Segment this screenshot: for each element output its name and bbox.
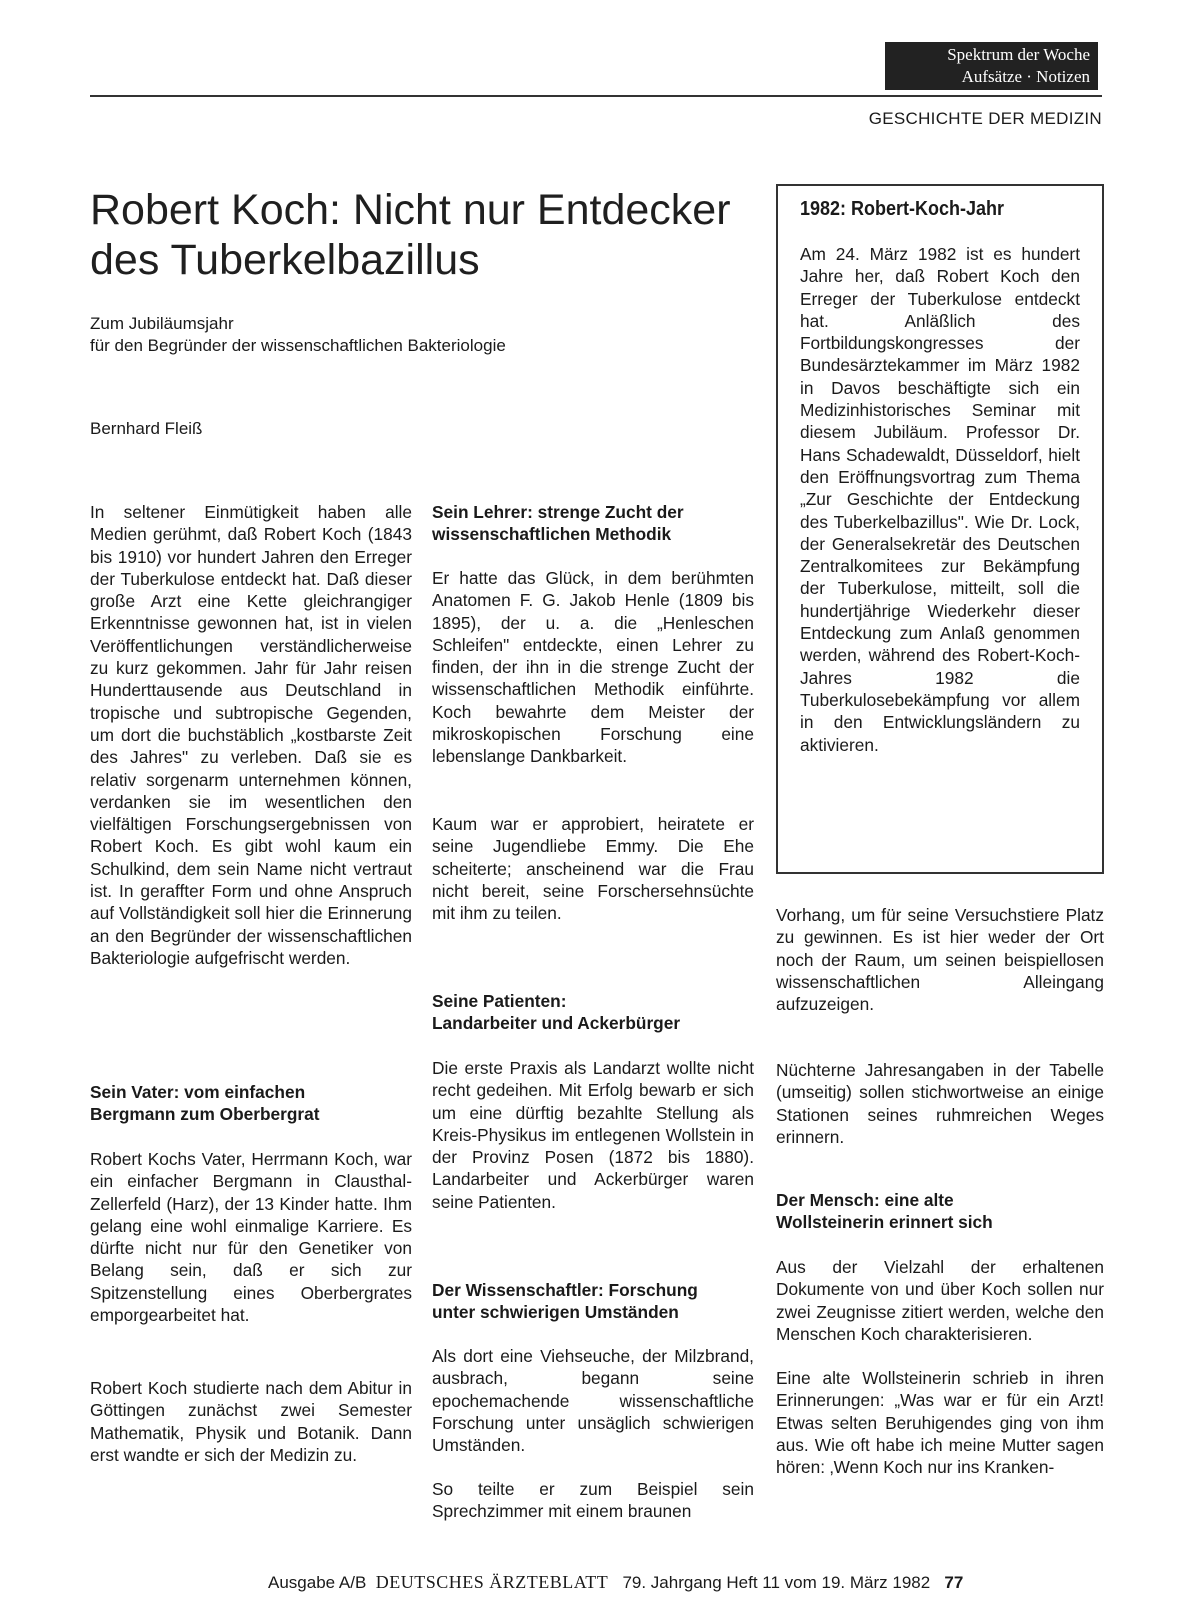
col2-heading-3-line2: unter schwierigen Umständen (432, 1302, 679, 1323)
article-subtitle (90, 313, 690, 357)
col2-heading-2-line1: Seine Patienten: (432, 991, 567, 1011)
page-footer (268, 1572, 1108, 1593)
col2-block-2 (432, 813, 754, 924)
col3-paragraph-1: Vorhang, um für seine Versuchstiere Platz zu gewinnen. Es ist hier weder der Ort noch der Raum, um seinen beispiellosen wissenschaftlichen Alleingang aufzuzeigen. (776, 905, 1104, 1015)
col1-paragraph-3: Robert Koch studierte nach dem Abitur in Göttingen zunächst zwei Semester Mathematik, Physik und Botanik. Dann erst wandte er sich der Medizin zu. (90, 1378, 412, 1465)
col1-heading-1 (90, 1081, 412, 1126)
col2-block-5 (432, 1478, 754, 1523)
col3-block-2 (776, 1059, 1104, 1148)
footer-issue: 79. Jahrgang Heft 11 vom 19. März 1982 (622, 1573, 931, 1592)
section-tag-box (885, 42, 1098, 90)
col2-heading-3-line1: Der Wissenschaftler: Forschung (432, 1280, 698, 1300)
col1-heading-1-line2: Bergmann zum Oberbergrat (90, 1104, 320, 1125)
sidebar-box (776, 184, 1104, 874)
col2-heading-1 (432, 501, 754, 546)
col3-heading-1-line2: Wollsteinerin erinnert sich (776, 1212, 993, 1233)
col2-paragraph-1: Er hatte das Glück, in dem berühmten Anatomen F. G. Jakob Henle (1809 bis 1895), der u. a. die „Henleschen Schleifen" entdeckte, einen Lehrer zu finden, der ihn in die strenge Zucht der wissenschaftlichen Methodik einführte. Koch bewahrte dem Meister der mikroskopischen Forschung eine lebenslange Dankbarkeit. (432, 568, 754, 767)
header-rule (90, 95, 1102, 97)
sidebar-box-text: Am 24. März 1982 ist es hundert Jahre her, daß Robert Koch den Erreger der Tuberkulose entdeckt hat. Anläßlich des Fortbildungskongresses der Bundesärztekammer im März 1982 in Davos beschäftigte sich ein Medizinhistorisches Seminar mit diesem Jubiläum. Professor Dr. Hans Schadewaldt, Düsseldorf, hielt den Eröffnungsvortrag zum Thema „Zur Geschichte der Entdeckung des Tuberkelbazillus". Wie Dr. Lock, der Generalsekretär des Deutschen Zentralkomitees zur Bekämpfung der Tuberkulose, mitteilt, soll die hundertjährige Wiederkehr dieser Entdeckung zum Anlaß genommen werden, während des Robert-Koch-Jahres 1982 die Tuberkulosebekämpfung vor allem in den Entwicklungsländern zu aktivieren. (800, 244, 1080, 755)
col3-paragraph-4: Eine alte Wollsteinerin schrieb in ihren Erinnerungen: „Was war er für ein Arzt! Etwas selten Beruhigendes ging von ihm aus. Wie oft habe ich meine Mutter sagen hören: ‚Wenn Koch nur ins Kranken- (776, 1368, 1104, 1478)
col2-heading-3 (432, 1279, 754, 1324)
sidebar-box-title: 1982: Robert-Koch-Jahr (800, 198, 1005, 220)
col3-paragraph-3: Aus der Vielzahl der erhaltenen Dokumente von und über Koch sollen nur zwei Zeugnisse zitiert werden, welche den Menschen Koch charakterisieren. (776, 1257, 1104, 1344)
column-1 (90, 501, 412, 969)
col2-paragraph-4: Als dort eine Viehseuche, der Milzbrand, ausbrach, begann seine epochemachende wissenschaftliche Forschung unter unsäglich schwierigen Umständen. (432, 1346, 754, 1456)
col2-paragraph-5: So teilte er zum Beispiel sein Sprechzimmer mit einem braunen (432, 1479, 754, 1522)
col1-paragraph-2: Robert Kochs Vater, Herrmann Koch, war ein einfacher Bergmann in Clausthal-Zellerfeld (Harz), der 13 Kinder hatte. Ihm gelang eine wohl einmalige Karriere. Es dürfte nicht nur für den Genetiker von Belang sein, daß er sich zur Spitzenstellung eines Oberbergrates emporgearbeitet hat. (90, 1149, 412, 1326)
col2-heading-2 (432, 990, 754, 1035)
footer-edition: Ausgabe A/B (268, 1573, 367, 1592)
col1-block-3 (90, 1377, 412, 1466)
col2-heading-1-line1: Sein Lehrer: strenge Zucht der (432, 502, 684, 522)
col3-heading-1 (776, 1189, 1104, 1234)
col2-paragraph-2: Kaum war er approbiert, heiratete er seine Jugendliebe Emmy. Die Ehe scheiterte; anscheinend war die Frau nicht bereit, seine Forschersehnsüchte mit ihm zu teilen. (432, 814, 754, 924)
col2-heading-1-line2: wissenschaftlichen Methodik (432, 524, 672, 545)
col2-block-3 (432, 1057, 754, 1213)
col3-paragraph-2: Nüchterne Jahresangaben in der Tabelle (umseitig) sollen stichwortweise an einige Stationen seines ruhmreichen Weges erinnern. (776, 1060, 1104, 1147)
section-tag-line2: Aufsätze · Notizen (961, 67, 1090, 86)
section-tag-line1: Spektrum der Woche (947, 45, 1090, 64)
title-line-1: Robert Koch: Nicht nur Entdecker (90, 186, 731, 234)
subtitle-line-2: für den Begründer der wissenschaftlichen Bakteriologie (90, 336, 506, 355)
col2-heading-2-line2: Landarbeiter und Ackerbürger (432, 1013, 681, 1034)
col2-block-4 (432, 1345, 754, 1456)
section-heading: GESCHICHTE DER MEDIZIN (868, 109, 1102, 128)
col3-block-1 (776, 904, 1104, 1015)
col1-block-2 (90, 1148, 412, 1326)
page-number: 77 (944, 1573, 964, 1592)
col2-paragraph-3: Die erste Praxis als Landarzt wollte nicht recht gedeihen. Mit Erfolg bewarb er sich um eine dürftig bezahlte Stellung als Kreis-Physikus im entlegenen Wollstein in der Provinz Posen (1872 bis 1880). Landarbeiter und Ackerbürger waren seine Patienten. (432, 1058, 754, 1212)
subtitle-line-1: Zum Jubiläumsjahr (90, 314, 234, 333)
title-line-2: des Tuberkelbazillus (90, 236, 480, 284)
col3-block-3 (776, 1256, 1104, 1345)
author-name: Bernhard Fleiß (90, 419, 203, 438)
col2-block-1 (432, 567, 754, 768)
col1-paragraph-1: In seltener Einmütigkeit haben alle Medien gerühmt, daß Robert Koch (1843 bis 1910) vor hundert Jahren den Erreger der Tuberkulose entdeckt hat. Daß dieser große Arzt eine Kette gleichrangiger Erkenntnisse gewonnen hat, ist in vielen Veröffentlichungen verständlicherweise zu kurz gekommen. Jahr für Jahr reisen Hunderttausende aus Deutschland in tropische und subtropische Gegenden, um dort die buchstäblich „kostbarste Zeit des Jahres" zu verleben. Daß sie es relativ sorgenarm unternehmen können, verdanken sie im wesentlichen den vielfältigen Forschungsergebnissen von Robert Koch. Es gibt wohl kaum ein Schulkind, dem sein Name nicht vertraut ist. In geraffter Form und ohne Anspruch auf Vollständigkeit soll hier die Erinnerung an den Begründer der wissenschaftlichen Bakteriologie aufgefrischt werden. (90, 502, 412, 968)
footer-magazine: DEUTSCHES ÄRZTEBLATT (375, 1572, 609, 1592)
col3-heading-1-line1: Der Mensch: eine alte (776, 1190, 954, 1210)
article-title (90, 185, 790, 285)
col3-block-4 (776, 1367, 1104, 1478)
col1-heading-1-line1: Sein Vater: vom einfachen (90, 1082, 306, 1102)
